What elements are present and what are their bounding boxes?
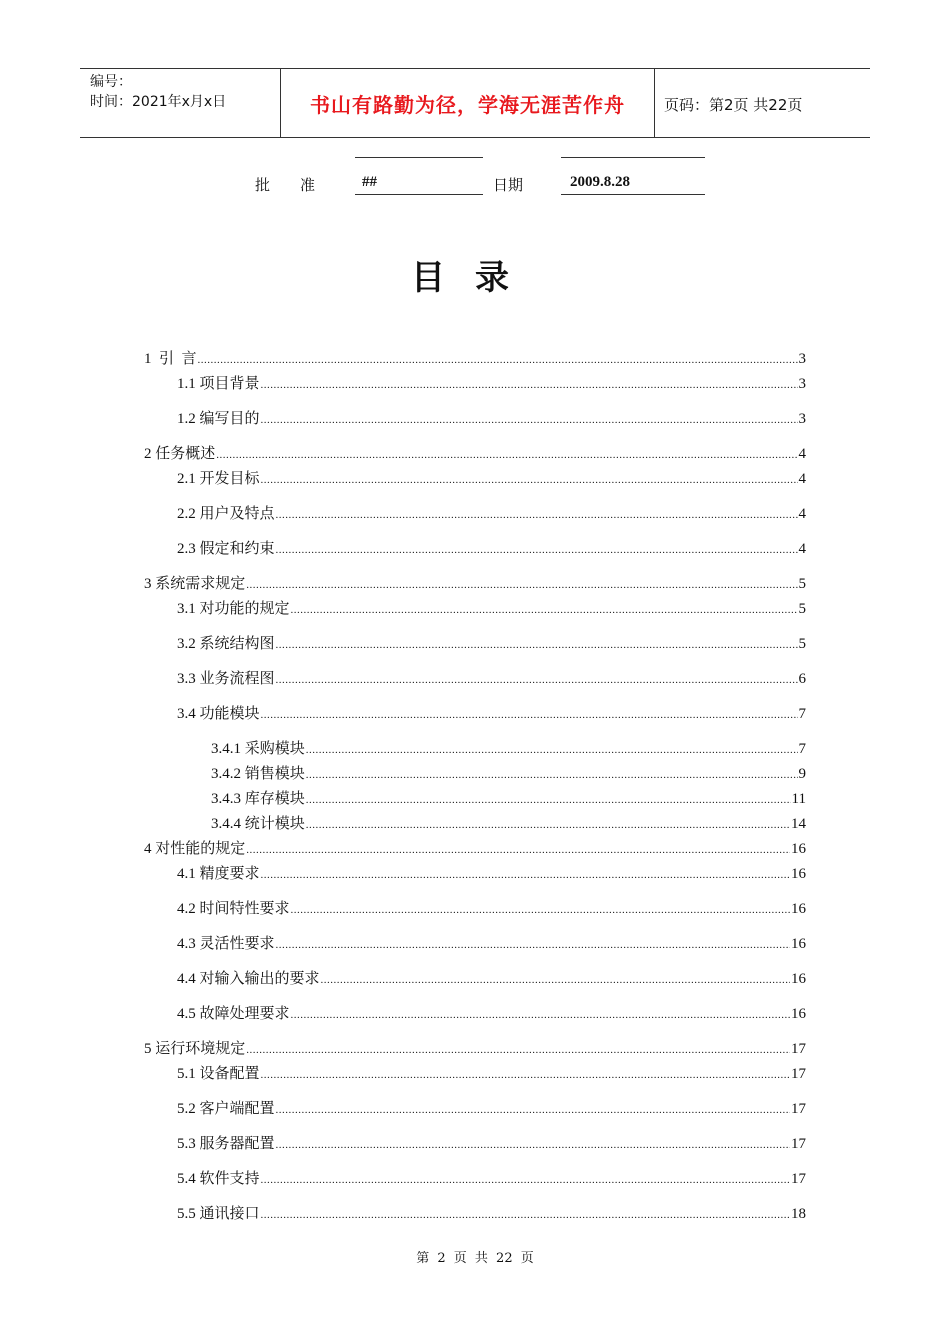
toc-entry[interactable]	[177, 597, 806, 619]
toc-entry-title: 4.4 对输入输出的要求	[177, 971, 320, 987]
toc-leader-dots	[261, 474, 798, 486]
toc-entry-title: 3 系统需求规定	[144, 576, 246, 592]
toc-entry[interactable]	[177, 702, 806, 724]
toc-leader-dots	[246, 579, 797, 591]
toc-entry-page: 5	[798, 601, 806, 617]
toc-entry-title: 3.4.2 销售模块	[211, 766, 305, 782]
toc-leader-dots	[291, 604, 798, 616]
toc-entry[interactable]	[144, 347, 806, 369]
toc-entry-page: 3	[798, 411, 806, 427]
toc-entry-title: 4.1 精度要求	[177, 866, 260, 882]
page-header	[80, 68, 870, 138]
toc-entry-title: 4.5 故障处理要求	[177, 1006, 290, 1022]
toc-leader-dots	[321, 974, 790, 986]
toc-leader-dots	[276, 939, 790, 951]
toc-entry-page: 6	[798, 671, 806, 687]
toc-leader-dots	[261, 1209, 790, 1221]
toc-leader-dots	[246, 844, 790, 856]
toc-entry[interactable]	[177, 862, 806, 884]
date-line-bottom	[561, 194, 705, 195]
toc-entry-page: 17	[791, 1171, 806, 1187]
toc-entry-page: 16	[791, 971, 806, 987]
toc-entry[interactable]	[211, 762, 806, 784]
toc-entry[interactable]	[177, 1132, 806, 1154]
toc-leader-dots	[276, 1139, 790, 1151]
toc-leader-dots	[276, 544, 798, 556]
toc-entry-title: 5.4 软件支持	[177, 1171, 260, 1187]
toc-entry-title: 3.4.1 采购模块	[211, 741, 305, 757]
toc-entry-page: 5	[798, 576, 806, 592]
toc-entry[interactable]	[211, 812, 806, 834]
toc-entry-page: 9	[798, 766, 806, 782]
toc-leader-dots	[291, 904, 790, 916]
toc-leader-dots	[276, 1104, 790, 1116]
approve-label: 批 准	[255, 176, 316, 194]
toc-leader-dots	[276, 509, 798, 521]
toc-leader-dots	[198, 354, 798, 366]
toc-entry-page: 16	[791, 901, 806, 917]
toc-leader-dots	[306, 769, 798, 781]
toc-entry-title: 5.3 服务器配置	[177, 1136, 275, 1152]
toc-entry[interactable]	[177, 537, 806, 559]
toc-entry-title: 3.1 对功能的规定	[177, 601, 290, 617]
toc-entry-title: 2.3 假定和约束	[177, 541, 275, 557]
toc-entry-page: 3	[798, 351, 806, 367]
toc-leader-dots	[261, 379, 798, 391]
toc-entry-page: 3	[798, 376, 806, 392]
date-label: 日期	[493, 176, 524, 194]
toc-entry[interactable]	[177, 1202, 806, 1224]
toc-entry-page: 4	[798, 471, 806, 487]
approve-value: ##	[362, 174, 377, 190]
toc-entry-title: 2.1 开发目标	[177, 471, 260, 487]
toc-leader-dots	[261, 1174, 790, 1186]
approval-row	[0, 160, 950, 200]
toc-entry-page: 16	[791, 1006, 806, 1022]
toc-leader-dots	[216, 449, 797, 461]
toc-entry-page: 16	[791, 866, 806, 882]
toc-entry[interactable]	[177, 407, 806, 429]
toc-entry-title: 5.5 通讯接口	[177, 1206, 260, 1222]
toc-leader-dots	[306, 819, 790, 831]
toc-entry-title: 3.2 系统结构图	[177, 636, 275, 652]
toc-entry-page: 4	[798, 446, 806, 462]
toc-entry-title: 4.2 时间特性要求	[177, 901, 290, 917]
toc-entry-title: 1.2 编写目的	[177, 411, 260, 427]
toc-leader-dots	[276, 639, 798, 651]
toc-entry-title: 3.3 业务流程图	[177, 671, 275, 687]
toc-entry[interactable]	[177, 667, 806, 689]
toc-entry-title: 5 运行环境规定	[144, 1041, 246, 1057]
toc-entry[interactable]	[177, 1167, 806, 1189]
page-title: 目录	[411, 258, 539, 298]
toc-entry-page: 17	[791, 1101, 806, 1117]
toc-entry-title: 1.1 项目背景	[177, 376, 260, 392]
toc-entry-title: 1 引 言	[144, 351, 197, 367]
toc-leader-dots	[246, 1044, 790, 1056]
toc-entry-title: 4.3 灵活性要求	[177, 936, 275, 952]
toc-entry-page: 16	[791, 936, 806, 952]
toc-entry[interactable]	[211, 737, 806, 759]
page-footer: 第 2 页 共 22 页	[416, 1251, 534, 1266]
toc-entry[interactable]	[177, 467, 806, 489]
toc-entry[interactable]	[211, 787, 806, 809]
toc-leader-dots	[261, 869, 790, 881]
toc-entry[interactable]	[144, 442, 806, 464]
toc-entry[interactable]	[177, 1097, 806, 1119]
toc-entry-page: 18	[791, 1206, 806, 1222]
toc-entry-page: 17	[791, 1066, 806, 1082]
header-meta-cell	[80, 69, 281, 137]
toc-entry-page: 4	[798, 541, 806, 557]
toc-entry-title: 4 对性能的规定	[144, 841, 246, 857]
toc-entry-page: 7	[798, 706, 806, 722]
toc-entry-page: 17	[791, 1041, 806, 1057]
toc-entry-title: 2.2 用户及特点	[177, 506, 275, 522]
motto-text: 书山有路勤为径，学海无涯苦作舟	[281, 69, 655, 137]
toc-entry-page: 14	[791, 816, 806, 832]
toc-leader-dots	[261, 414, 798, 426]
date-value: 2009.8.28	[570, 174, 630, 190]
date-line-top	[561, 157, 705, 158]
approve-line-top	[355, 157, 483, 158]
toc-entry[interactable]	[177, 632, 806, 654]
toc-entry[interactable]	[144, 1037, 806, 1059]
toc-entry-page: 5	[798, 636, 806, 652]
toc-entry-page: 17	[791, 1136, 806, 1152]
page-info: 页码：第2页 共22页	[664, 96, 803, 114]
toc-entry[interactable]	[177, 502, 806, 524]
approve-line-bottom	[355, 194, 483, 195]
number-label: 编号：	[90, 74, 132, 90]
toc-entry-page: 7	[798, 741, 806, 757]
toc-entry-title: 5.1 设备配置	[177, 1066, 260, 1082]
toc-entry-title: 3.4.4 统计模块	[211, 816, 305, 832]
toc-entry-title: 5.2 客户端配置	[177, 1101, 275, 1117]
toc-leader-dots	[306, 744, 798, 756]
toc-entry[interactable]	[177, 1002, 806, 1024]
toc-leader-dots	[261, 709, 798, 721]
time-label: 时间：2021年x月x日	[90, 94, 227, 110]
toc-entry[interactable]	[177, 372, 806, 394]
toc-entry-page: 4	[798, 506, 806, 522]
toc-leader-dots	[306, 794, 791, 806]
toc-entry-title: 3.4.3 库存模块	[211, 791, 305, 807]
toc-leader-dots	[291, 1009, 790, 1021]
toc-entry[interactable]	[177, 932, 806, 954]
toc-entry-title: 3.4 功能模块	[177, 706, 260, 722]
toc-entry-page: 11	[791, 791, 806, 807]
toc-entry[interactable]	[177, 1062, 806, 1084]
toc-entry-page: 16	[791, 841, 806, 857]
toc-entry[interactable]	[144, 572, 806, 594]
toc-entry[interactable]	[177, 897, 806, 919]
toc-leader-dots	[276, 674, 798, 686]
toc-entry-title: 2 任务概述	[144, 446, 216, 462]
toc-leader-dots	[261, 1069, 790, 1081]
toc-entry[interactable]	[177, 967, 806, 989]
toc-entry[interactable]	[144, 837, 806, 859]
